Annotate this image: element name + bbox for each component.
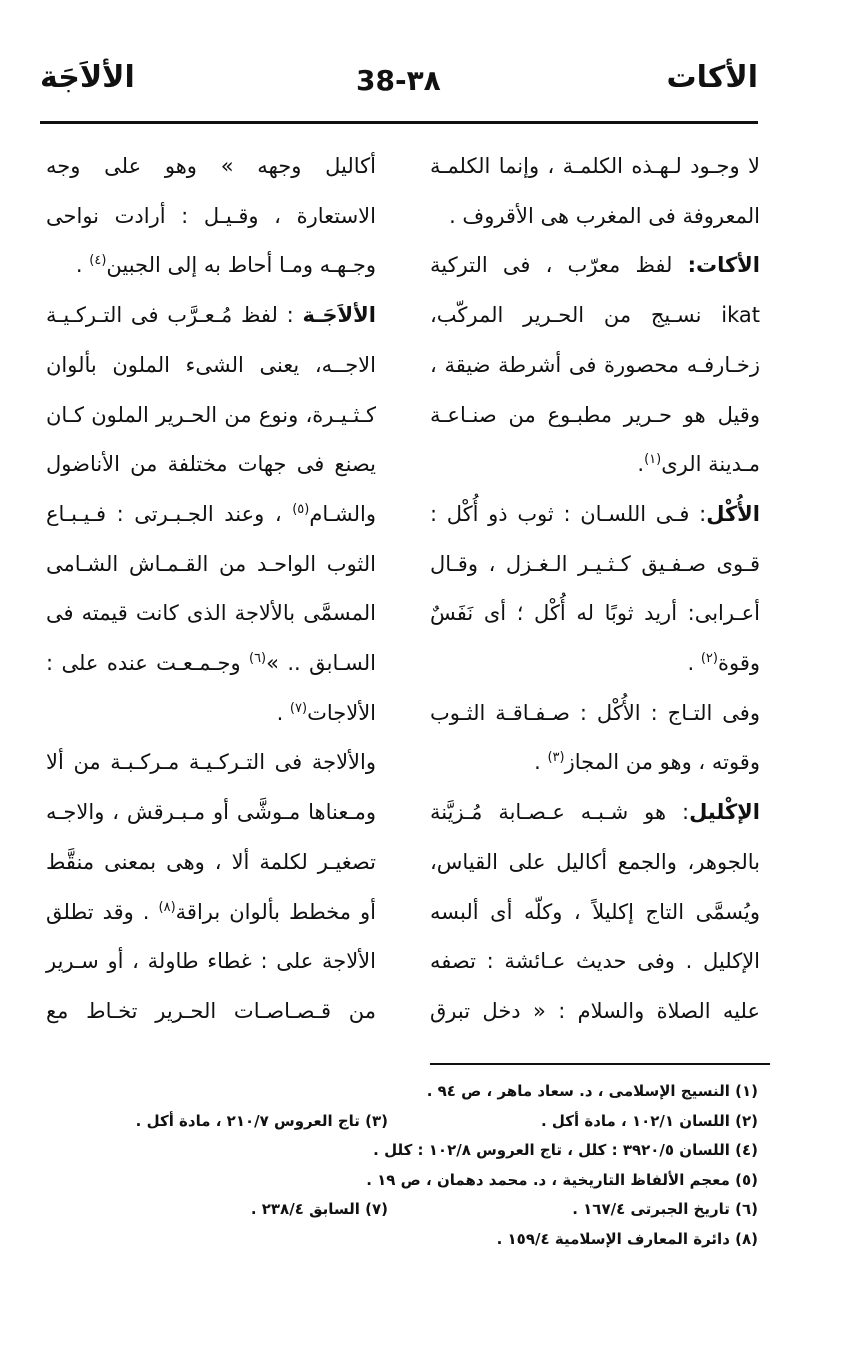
left-column — [46, 142, 376, 1037]
body-text: . — [75, 253, 90, 278]
body-text: أكاليل وجهه » وهو على وجه الاستعارة ، وقـيـل : أرادت نواحى وجـهـه ومـا أحاط به إلى الجبين — [46, 154, 376, 278]
header-rule — [40, 121, 758, 124]
footnote: (٤) اللسان ٣٩٢٠/٥ : كلل ، تاج العروس ١٠٢/٨ : كلل . — [373, 1141, 758, 1159]
footnote-ref: (١) — [644, 452, 662, 468]
footnote: (٧) السابق ٢٣٨/٤ . — [250, 1200, 388, 1218]
body-text: . — [276, 700, 290, 725]
footnote: (٢) اللسان ١٠٢/١ ، مادة أكل . — [540, 1111, 758, 1130]
entry-term: الألاَجَـة — [302, 303, 376, 328]
body-text: والألاجة فى التـركـيـة مـركـبـة من ألا ومـعناها مـوشَّى أو مـبـرقش ، والاجـه تصغيـر لكلمة ألا ، وهى بمعنى منقَّط أو مخطط بألوان براقة — [46, 750, 376, 924]
body-text: لفظ معرّب ، فى التركية ikat نسـيج من الحـرير المركّب، زخـارفـه محصورة فى أشرطة ضيقة ، وقيل هو حـرير مطبـوع من صنـاعـة مـدينة الرى — [430, 253, 760, 477]
footnote-row — [58, 1195, 758, 1225]
body-text: وجـمـعـت عنده على : الألاجات — [46, 651, 376, 725]
header-left-title: الألاَجَة — [40, 60, 135, 95]
body-text: ، وعند الجـبـرتى : فـيـبـاع الثوب الواحـد من القـمـاش الشـامى المسمَّى بالألاجة الذى كانت قيمته فى السـابق .. » — [46, 501, 376, 676]
body-text: وفى التـاج : الأُكْل : صـفـاقـة الثـوب وقوته ، وهو من المجاز — [430, 700, 760, 775]
body-text: . — [637, 452, 645, 477]
footnote-row — [58, 1136, 758, 1166]
footnote-ref: (٤) — [89, 253, 107, 269]
footnote-row — [58, 1077, 758, 1107]
paragraph — [430, 241, 760, 490]
footnote-ref: (٧) — [289, 700, 308, 716]
paragraph — [430, 490, 760, 689]
footnote-row — [58, 1225, 758, 1255]
body-text: : فـى اللسـان : ثوب ذو أُكْل : قـوى صـفـيق كـثـيـر الـغـزل ، وقـال أعـرابى: أريد ثوبًا له أُكْل ؛ أى نَفَسٌ وقوة — [430, 501, 760, 676]
body-text: : لفظ مُـعـرَّب فى التـركـيـة الاجــه، يعنى الشىء الملون بألوان كـثـيـرة، ونوع من الحـرير الملون كـان يصنع فى جهات مختلفة من الأناضول والشـام — [46, 303, 376, 526]
entry-term: الإكْليل — [689, 800, 760, 825]
paragraph — [46, 738, 376, 1036]
page-header — [0, 60, 844, 110]
header-right-title: الأكات — [666, 60, 758, 95]
footnotes — [58, 1077, 758, 1254]
footnote-row — [58, 1107, 758, 1137]
footnote-ref: (٣) — [547, 750, 565, 766]
footnote-ref: (٥) — [292, 501, 310, 517]
footnote-ref: (٦) — [248, 651, 267, 667]
page-number: 38-٣٨ — [356, 64, 441, 97]
paragraph — [430, 142, 760, 241]
paragraph — [430, 788, 760, 1037]
footnote: (٦) تاريخ الجبرتى ١٦٧/٤ . — [572, 1200, 758, 1218]
footnote-rule — [430, 1063, 770, 1065]
body-text: لا وجـود لـهـذه الكلمـة ، وإنما الكلمـة المعروفة فى المغرب هى الأقروف . — [430, 154, 760, 228]
body-text: . وقد تطلق الألاجة على : غطاء طاولة ، أو سـرير من قـصـاصـات الحـرير تخـاط مع — [46, 899, 376, 1023]
footnote-ref: (٨) — [158, 899, 176, 915]
entry-term: الأُكْل — [706, 501, 760, 526]
footnote: (٨) دائرة المعارف الإسلامية ١٥٩/٤ . — [496, 1229, 758, 1248]
body-text: . — [534, 750, 548, 775]
footnote-row — [58, 1166, 758, 1196]
paragraph — [46, 142, 376, 291]
paragraph — [430, 689, 760, 788]
footnote: (٣) تاج العروس ٢١٠/٧ ، مادة أكل . — [135, 1111, 388, 1130]
footnote: (١) النسيج الإسلامى ، د. سعاد ماهر ، ص ٩٤ . — [426, 1082, 758, 1100]
right-column — [430, 142, 760, 1037]
entry-term: الأكات: — [687, 253, 760, 278]
footnote-ref: (٢) — [700, 651, 718, 667]
body-text: . — [687, 651, 701, 676]
paragraph — [46, 291, 376, 738]
body-text: : هو شـبـه عـصـابة مُـزيَّنة بالجوهر، والجمع أكاليل على القياس، ويُسمَّى التاج إكليلاً ، وكلّه أى ألبسه الإكليل . وفى حديث عـائشة : تصفه عليه الصلاة والسلام : « دخل تبرق — [430, 800, 760, 1023]
footnote: (٥) معجم الألفاظ التاريخية ، د. محمد دهمان ، ص ١٩ . — [366, 1170, 758, 1189]
